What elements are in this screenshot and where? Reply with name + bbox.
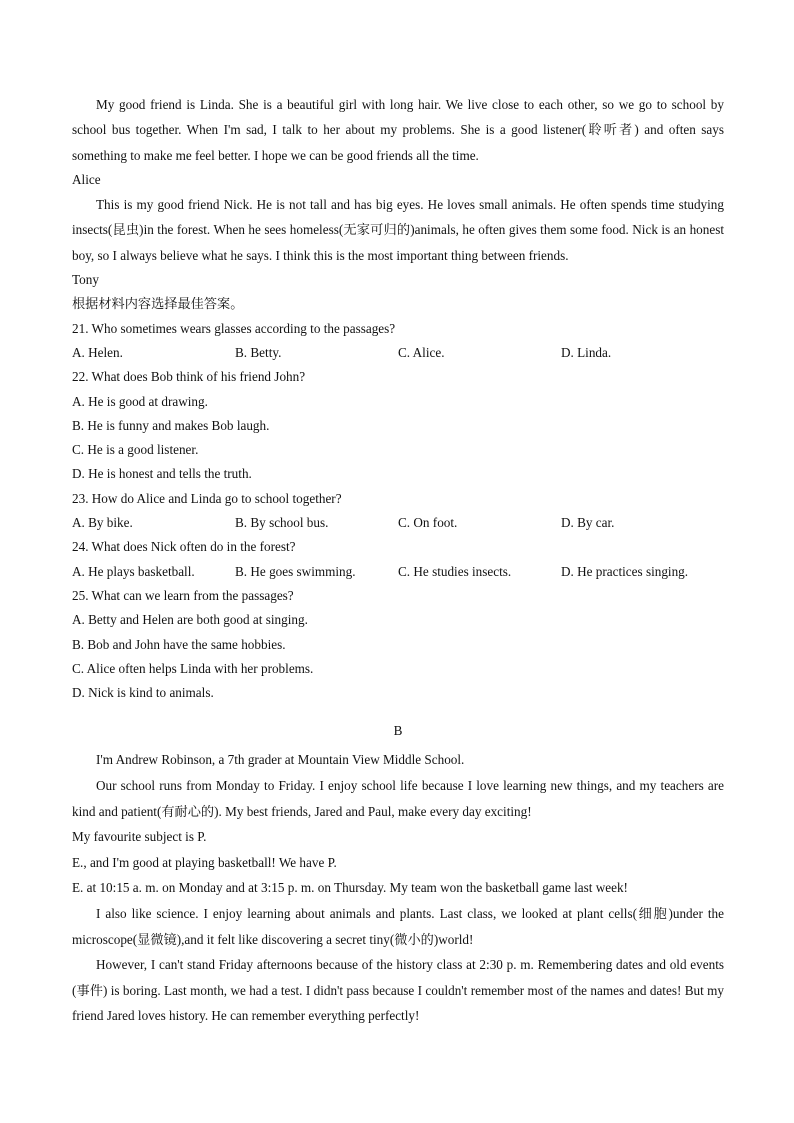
option-a: A. Helen. [72,344,123,360]
option-a: A. By bike. [72,515,133,531]
question-stem: 25. What can we learn from the passages? [72,587,294,603]
document-page [72,92,724,1029]
option-d: D. Linda. [561,344,612,360]
passage-b-school-life: Our school runs from Monday to Friday. I enjoy school life because I love learning new things, and my teachers are kind and patient(有耐心的). My best friends, Jared and Paul, make every day exciting! [72,778,724,819]
question-24 [72,535,724,584]
passage-alice-paragraph: My good friend is Linda. She is a beautiful girl with long hair. We live close to each other, so we go to school by school bus together. When I'm sad, I talk to her about my problems. She is a good listener(聆听者) and often says something to make me feel better. I hope we can be good friends all the time. [72,97,724,163]
option-c: C. He is a good listener. [72,442,199,458]
instruction-text: 根据材料内容选择最佳答案。 [72,296,244,312]
question-stem: 24. What does Nick often do in the forest? [72,539,296,555]
option-d: D. By car. [561,515,615,531]
option-b: B. He is funny and makes Bob laugh. [72,417,270,433]
passage-b-history: However, I can't stand Friday afternoons because of the history class at 2:30 p. m. Remembering dates and old events (事件) is boring. Last month, we had a test. I didn't pass because I couldn't remember most of the names and dates! But my friend Jared loves history. He can remember everything perfectly! [72,957,724,1024]
question-25 [72,584,724,705]
passage-tony-paragraph: This is my good friend Nick. He is not tall and has big eyes. He loves small animals. He often spends time studying insects(昆虫)in the forest. When he sees homeless(无家可归的)animals, he often gives them some food. Nick is an honest boy, so I always believe what he says. I think this is the most important thing between friends. [72,197,724,263]
options-row [72,341,724,365]
option-b: B. Betty. [235,344,282,360]
question-21 [72,317,724,366]
option-c: C. Alice. [398,344,445,360]
option-c: C. He studies insects. [398,563,512,579]
options-row [72,560,724,584]
option-d: D. Nick is kind to animals. [72,685,214,701]
option-b: B. By school bus. [235,515,329,531]
passage-b-intro: I'm Andrew Robinson, a 7th grader at Mountain View Middle School. [96,752,465,768]
option-d: D. He practices singing. [561,563,689,579]
option-b: B. He goes swimming. [235,563,356,579]
passage-b-science: I also like science. I enjoy learning about animals and plants. Last class, we looked at plant cells(细胞)under the microscope(显微镜),and it felt like discovering a secret tiny(微小的)world! [72,905,724,947]
question-stem: 21. Who sometimes wears glasses according to the passages? [72,320,396,336]
passage-b-pe-line: E., and I'm good at playing basketball! We have P. [72,854,337,870]
option-a: A. Betty and Helen are both good at singing. [72,612,308,628]
option-c: C. On foot. [398,515,458,531]
section-b-label: B [393,723,403,739]
option-a: A. He is good at drawing. [72,393,208,409]
passage-tony-signature: Tony [72,272,99,288]
passage-b-pe-schedule: E. at 10:15 a. m. on Monday and at 3:15 p. m. on Thursday. My team won the basketball game last week! [72,880,628,896]
question-22 [72,365,724,486]
passage-b-favourite-subject: My favourite subject is P. [72,829,207,845]
option-d: D. He is honest and tells the truth. [72,466,252,482]
options-row [72,511,724,535]
question-stem: 23. How do Alice and Linda go to school together? [72,490,342,506]
option-b: B. Bob and John have the same hobbies. [72,636,286,652]
option-a: A. He plays basketball. [72,563,195,579]
question-stem: 22. What does Bob think of his friend John? [72,369,306,385]
passage-alice-signature: Alice [72,171,101,187]
option-c: C. Alice often helps Linda with her problems. [72,660,314,676]
question-23 [72,487,724,536]
